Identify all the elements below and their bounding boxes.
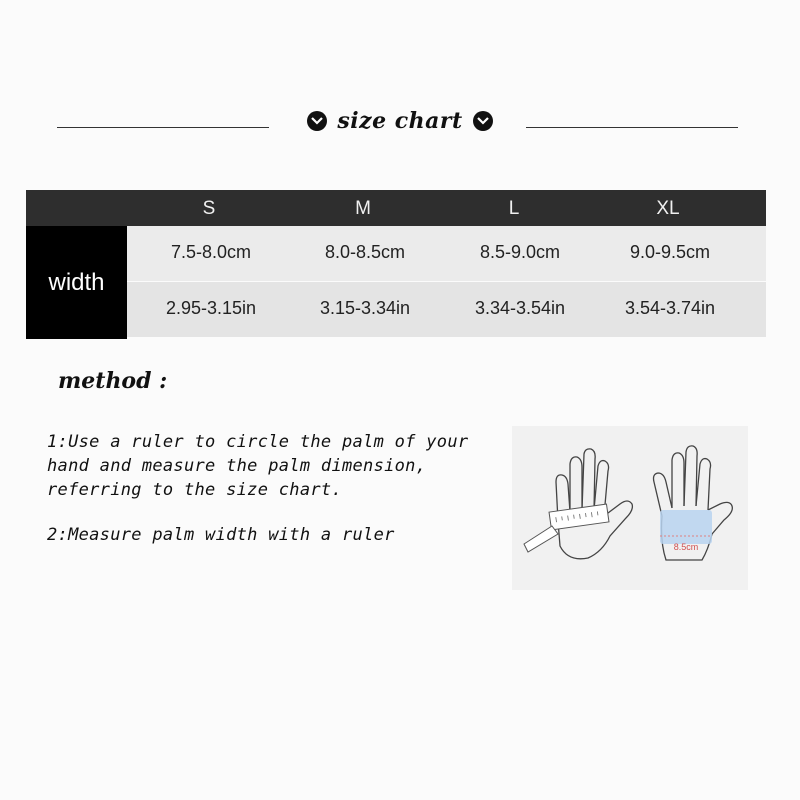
hands-icon <box>512 426 748 590</box>
ruler-label: 8.5cm <box>673 542 699 552</box>
table-row-cm <box>127 226 766 281</box>
size-table <box>26 190 766 339</box>
title-text: size chart <box>337 108 463 134</box>
divider-left <box>57 127 269 128</box>
header-xl: XL <box>656 198 680 219</box>
cell-cm-l: 8.5-9.0cm <box>479 242 561 262</box>
method-step-2: 2:Measure palm width with a ruler <box>47 525 395 545</box>
cell-cm-m: 8.0-8.5cm <box>324 242 406 262</box>
hand-measure-illustration <box>512 426 748 590</box>
table-header <box>26 190 766 226</box>
row-label-width: width <box>26 226 127 339</box>
divider-right <box>526 127 738 128</box>
chevron-down-icon <box>473 111 493 131</box>
table-row-inch <box>127 282 766 337</box>
chevron-down-icon <box>307 111 327 131</box>
cell-in-m: 3.15-3.34in <box>319 298 411 318</box>
header-l: L <box>508 198 520 219</box>
cell-cm-xl: 9.0-9.5cm <box>629 242 711 262</box>
header-m: M <box>355 198 371 219</box>
size-chart-title <box>300 108 500 134</box>
method-step-1: 1:Use a ruler to circle the palm of your hand and measure the palm dimension, referring to the size chart. <box>47 432 469 500</box>
header-s: S <box>202 198 216 219</box>
cell-in-l: 3.34-3.54in <box>474 298 566 318</box>
cell-cm-s: 7.5-8.0cm <box>170 242 252 262</box>
method-heading: method : <box>58 368 168 394</box>
cell-in-xl: 3.54-3.74in <box>624 298 716 318</box>
cell-in-s: 2.95-3.15in <box>165 298 257 318</box>
